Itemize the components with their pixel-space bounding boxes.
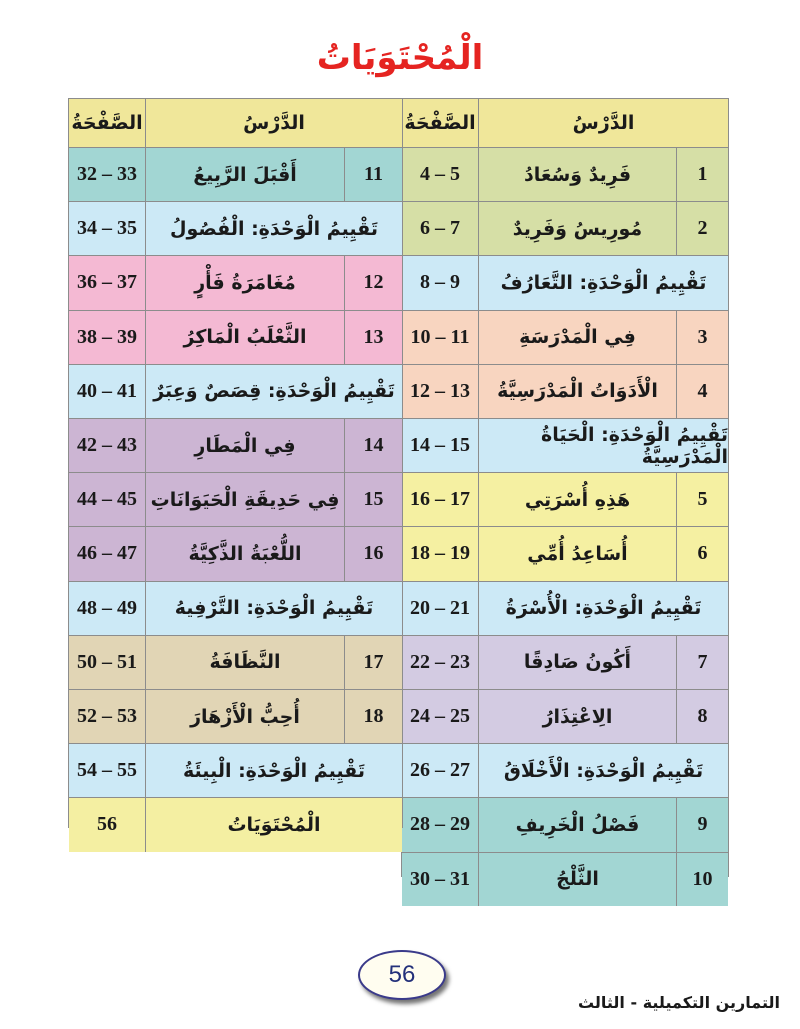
- row-lesson: فِي الْمَطَارِ: [145, 419, 344, 472]
- table-row: [69, 147, 402, 201]
- row-lesson: فَرِيدٌ وَسُعَادُ: [478, 148, 676, 201]
- table-row: [69, 418, 402, 472]
- table-row: [402, 310, 728, 364]
- row-lesson: الثَّعْلَبُ الْمَاكِرُ: [145, 311, 344, 364]
- row-pages: 28 – 29: [410, 813, 470, 836]
- row-pages: 16 – 17: [410, 488, 470, 511]
- row-pages: 10 – 11: [410, 325, 470, 348]
- table-row: [69, 689, 402, 743]
- row-pages: 52 – 53: [77, 705, 137, 728]
- contents-table-left: [68, 98, 403, 836]
- page-number-badge: [358, 950, 446, 1000]
- row-lesson: فِي حَدِيقَةِ الْحَيَوَانَاتِ: [145, 473, 344, 526]
- table-row: [69, 364, 402, 418]
- table-row: [69, 255, 402, 309]
- row-number: 12: [344, 256, 402, 309]
- row-lesson: الْمُحْتَوَيَاتُ: [145, 798, 402, 851]
- row-pages: 50 – 51: [77, 650, 137, 673]
- page-number: 56: [388, 961, 416, 988]
- row-lesson: تَقْيِيمُ الْوَحْدَةِ: التَّرْفِيهُ: [145, 582, 402, 635]
- row-lesson: تَقْيِيمُ الْوَحْدَةِ: الْأَخْلَاقُ: [478, 744, 728, 797]
- row-lesson: مُورِيسُ وَفَرِيدٌ: [478, 202, 676, 255]
- row-number: 15: [344, 473, 402, 526]
- row-lesson: النَّظَافَةُ: [145, 636, 344, 689]
- row-number: 2: [676, 202, 728, 255]
- header-lesson: الدَّرْسُ: [145, 99, 402, 147]
- row-lesson: تَقْيِيمُ الْوَحْدَةِ: الْبِيئَةُ: [145, 744, 402, 797]
- table-row: [402, 581, 728, 635]
- row-lesson: أَكُونُ صَادِقًا: [478, 636, 676, 689]
- table-row: [402, 255, 728, 309]
- row-pages: 26 – 27: [410, 759, 470, 782]
- table-row: [402, 472, 728, 526]
- row-pages: 18 – 19: [410, 542, 470, 565]
- row-lesson: أُحِبُّ الْأَزْهَارَ: [145, 690, 344, 743]
- footer-book-title: التمارين التكميلية - الثالث: [577, 993, 780, 1012]
- row-lesson: الْأَدَوَاتُ الْمَدْرَسِيَّةُ: [478, 365, 676, 418]
- row-pages: 4 – 5: [420, 163, 460, 186]
- row-pages: 12 – 13: [410, 379, 470, 402]
- row-number: 16: [344, 527, 402, 580]
- row-number: 17: [344, 636, 402, 689]
- table-row: [402, 364, 728, 418]
- table-row: [69, 310, 402, 364]
- row-number: 14: [344, 419, 402, 472]
- row-number: 3: [676, 311, 728, 364]
- table-row: [402, 797, 728, 851]
- row-pages: 6 – 7: [420, 217, 460, 240]
- row-lesson: فِي الْمَدْرَسَةِ: [478, 311, 676, 364]
- row-pages: 32 – 33: [77, 163, 137, 186]
- table-row: [402, 743, 728, 797]
- row-pages: 42 – 43: [77, 434, 137, 457]
- row-number: 9: [676, 798, 728, 851]
- row-pages: 20 – 21: [410, 596, 470, 619]
- table-header-row: [69, 99, 402, 147]
- table-header-row: [402, 99, 728, 147]
- row-lesson: الِاعْتِذَارُ: [478, 690, 676, 743]
- row-lesson: اللُّعْبَةُ الذَّكِيَّةُ: [145, 527, 344, 580]
- row-number: 7: [676, 636, 728, 689]
- table-row: [69, 635, 402, 689]
- row-pages: 22 – 23: [410, 650, 470, 673]
- table-row: [69, 797, 402, 851]
- row-number: 11: [344, 148, 402, 201]
- row-pages: 24 – 25: [410, 705, 470, 728]
- row-pages: 54 – 55: [77, 759, 137, 782]
- row-lesson: تَقْيِيمُ الْوَحْدَةِ: التَّعَارُفُ: [478, 256, 728, 309]
- row-number: 8: [676, 690, 728, 743]
- contents-table-right: [401, 98, 729, 891]
- row-number: 1: [676, 148, 728, 201]
- row-lesson: أَقْبَلَ الرَّبِيعُ: [145, 148, 344, 201]
- table-row: [69, 526, 402, 580]
- row-lesson: تَقْيِيمُ الْوَحْدَةِ: الْحَيَاةُ الْمَدْرَسِيَّةُ: [478, 419, 728, 472]
- row-lesson: تَقْيِيمُ الْوَحْدَةِ: الْفُصُولُ: [145, 202, 402, 255]
- header-pages: الصَّفْحَةُ: [404, 112, 476, 134]
- row-pages: 36 – 37: [77, 271, 137, 294]
- row-pages: 46 – 47: [77, 542, 137, 565]
- table-row: [402, 526, 728, 580]
- row-lesson: فَصْلُ الْخَرِيفِ: [478, 798, 676, 851]
- row-number: 18: [344, 690, 402, 743]
- header-lesson: الدَّرْسُ: [478, 99, 728, 147]
- table-row: [69, 581, 402, 635]
- table-row: [402, 635, 728, 689]
- row-pages: 56: [97, 813, 117, 836]
- row-lesson: هَذِهِ أُسْرَتِي: [478, 473, 676, 526]
- table-row: [402, 147, 728, 201]
- row-number: 10: [676, 853, 728, 906]
- row-lesson: تَقْيِيمُ الْوَحْدَةِ: قِصَصٌ وَعِبَرٌ: [145, 365, 402, 418]
- row-pages: 48 – 49: [77, 596, 137, 619]
- row-number: 4: [676, 365, 728, 418]
- table-row: [402, 689, 728, 743]
- row-pages: 44 – 45: [77, 488, 137, 511]
- row-lesson: أُسَاعِدُ أُمِّي: [478, 527, 676, 580]
- page-title: الْمُحْتَوَيَاتُ: [316, 38, 484, 78]
- row-pages: 30 – 31: [410, 867, 470, 890]
- row-pages: 34 – 35: [77, 217, 137, 240]
- row-pages: 40 – 41: [77, 379, 137, 402]
- table-row: [69, 472, 402, 526]
- row-number: 6: [676, 527, 728, 580]
- row-pages: 38 – 39: [77, 325, 137, 348]
- row-number: 5: [676, 473, 728, 526]
- table-row: [402, 201, 728, 255]
- row-lesson: الثَّلْجُ: [478, 853, 676, 906]
- table-row: [402, 852, 728, 906]
- row-lesson: مُغَامَرَةُ فَأْرٍ: [145, 256, 344, 309]
- row-pages: 8 – 9: [420, 271, 460, 294]
- header-pages: الصَّفْحَةُ: [71, 112, 143, 134]
- row-number: 13: [344, 311, 402, 364]
- row-lesson: تَقْيِيمُ الْوَحْدَةِ: الْأُسْرَةُ: [478, 582, 728, 635]
- table-row: [402, 418, 728, 472]
- row-pages: 14 – 15: [410, 434, 470, 457]
- table-row: [69, 201, 402, 255]
- table-row: [69, 743, 402, 797]
